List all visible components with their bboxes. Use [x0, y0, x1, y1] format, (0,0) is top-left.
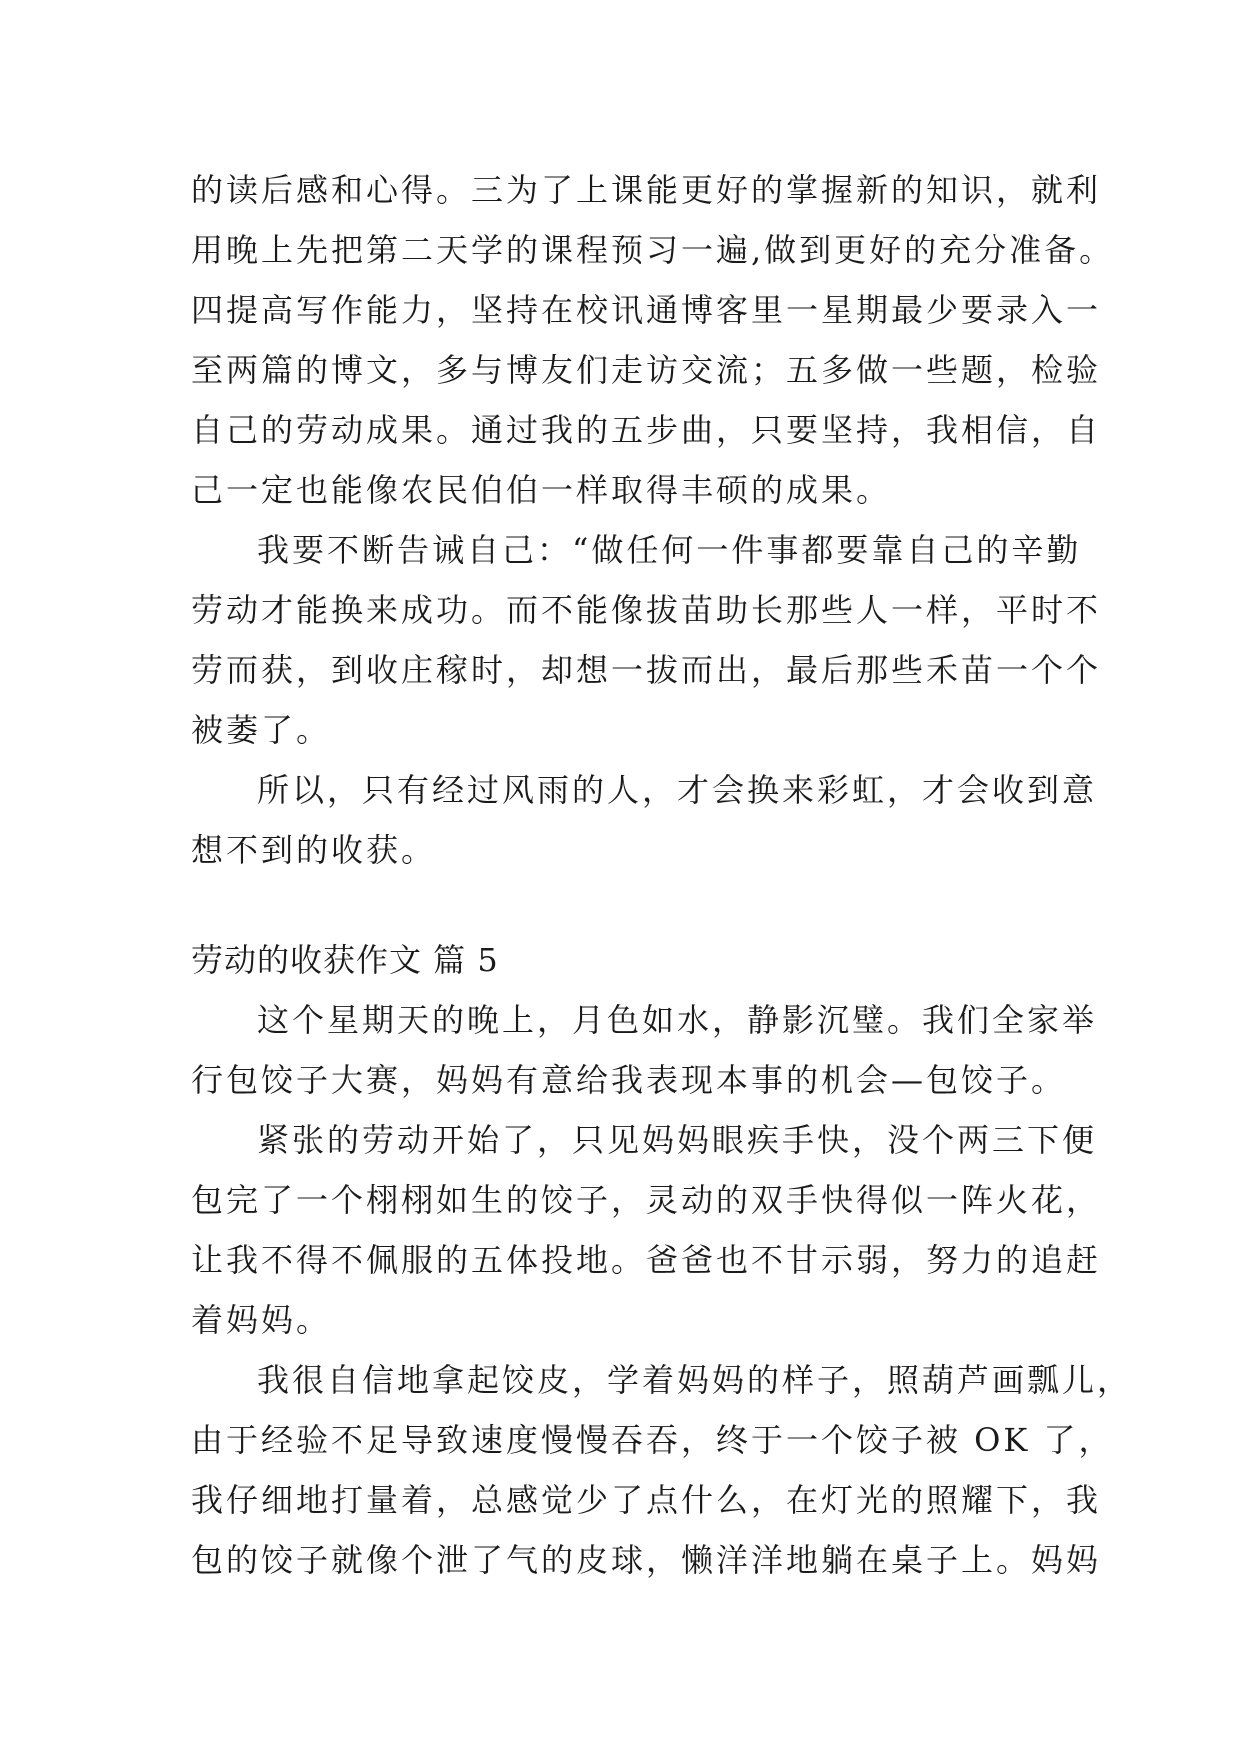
text-line: 劳动才能换来成功。而不能像拔苗助长那些人一样，平时不: [191, 591, 1102, 629]
paragraph-first-line: 我要不断告诫自己：“做任何一件事都要靠自己的辛勤: [257, 531, 1082, 569]
text-line: 至两篇的博文，多与博友们走访交流；五多做一些题，检验: [191, 351, 1102, 389]
text-line: 劳而获，到收庄稼时，却想一拔而出，最后那些禾苗一个个: [191, 651, 1102, 689]
section-heading: 劳动的收获作文 篇 5: [191, 941, 499, 979]
text-line: 自己的劳动成果。通过我的五步曲，只要坚持，我相信，自: [191, 411, 1102, 449]
paragraph-first-line: 紧张的劳动开始了，只见妈妈眼疾手快，没个两三下便: [257, 1121, 1098, 1159]
paragraph-first-line: 我很自信地拿起饺皮，学着妈妈的样子，照葫芦画瓢儿，: [257, 1361, 1133, 1399]
text-line: 行包饺子大赛，妈妈有意给我表现本事的机会—包饺子。: [191, 1061, 1067, 1099]
text-line: 四提高写作能力，坚持在校讯通博客里一星期最少要录入一: [191, 291, 1102, 329]
paragraph-first-line: 这个星期天的晚上，月色如水，静影沉璧。我们全家举: [257, 1001, 1098, 1039]
text-line: 包完了一个栩栩如生的饺子，灵动的双手快得似一阵火花，: [191, 1181, 1102, 1219]
text-line: 由于经验不足导致速度慢慢吞吞，终于一个饺子被 OK 了，: [191, 1421, 1114, 1459]
text-line: 想不到的收获。: [191, 831, 437, 869]
text-line: 让我不得不佩服的五体投地。爸爸也不甘示弱，努力的追赶: [191, 1241, 1102, 1279]
text-line: 的读后感和心得。三为了上课能更好的掌握新的知识，就利: [191, 171, 1102, 209]
text-line: 我仔细地打量着，总感觉少了点什么，在灯光的照耀下，我: [191, 1481, 1102, 1519]
text-line: 用晚上先把第二天学的课程预习一遍,做到更好的充分准备。: [191, 231, 1115, 269]
essay-body: [191, 160, 1133, 1590]
paragraph-first-line: 所以，只有经过风雨的人，才会换来彩虹，才会收到意: [257, 771, 1098, 809]
section-gap: [191, 880, 1091, 930]
text-line: 包的饺子就像个泄了气的皮球，懒洋洋地躺在桌子上。妈妈: [191, 1541, 1102, 1579]
text-line: 着妈妈。: [191, 1301, 332, 1339]
text-line: 己一定也能像农民伯伯一样取得丰硕的成果。: [191, 471, 892, 509]
text-line: 被萎了。: [191, 711, 332, 749]
